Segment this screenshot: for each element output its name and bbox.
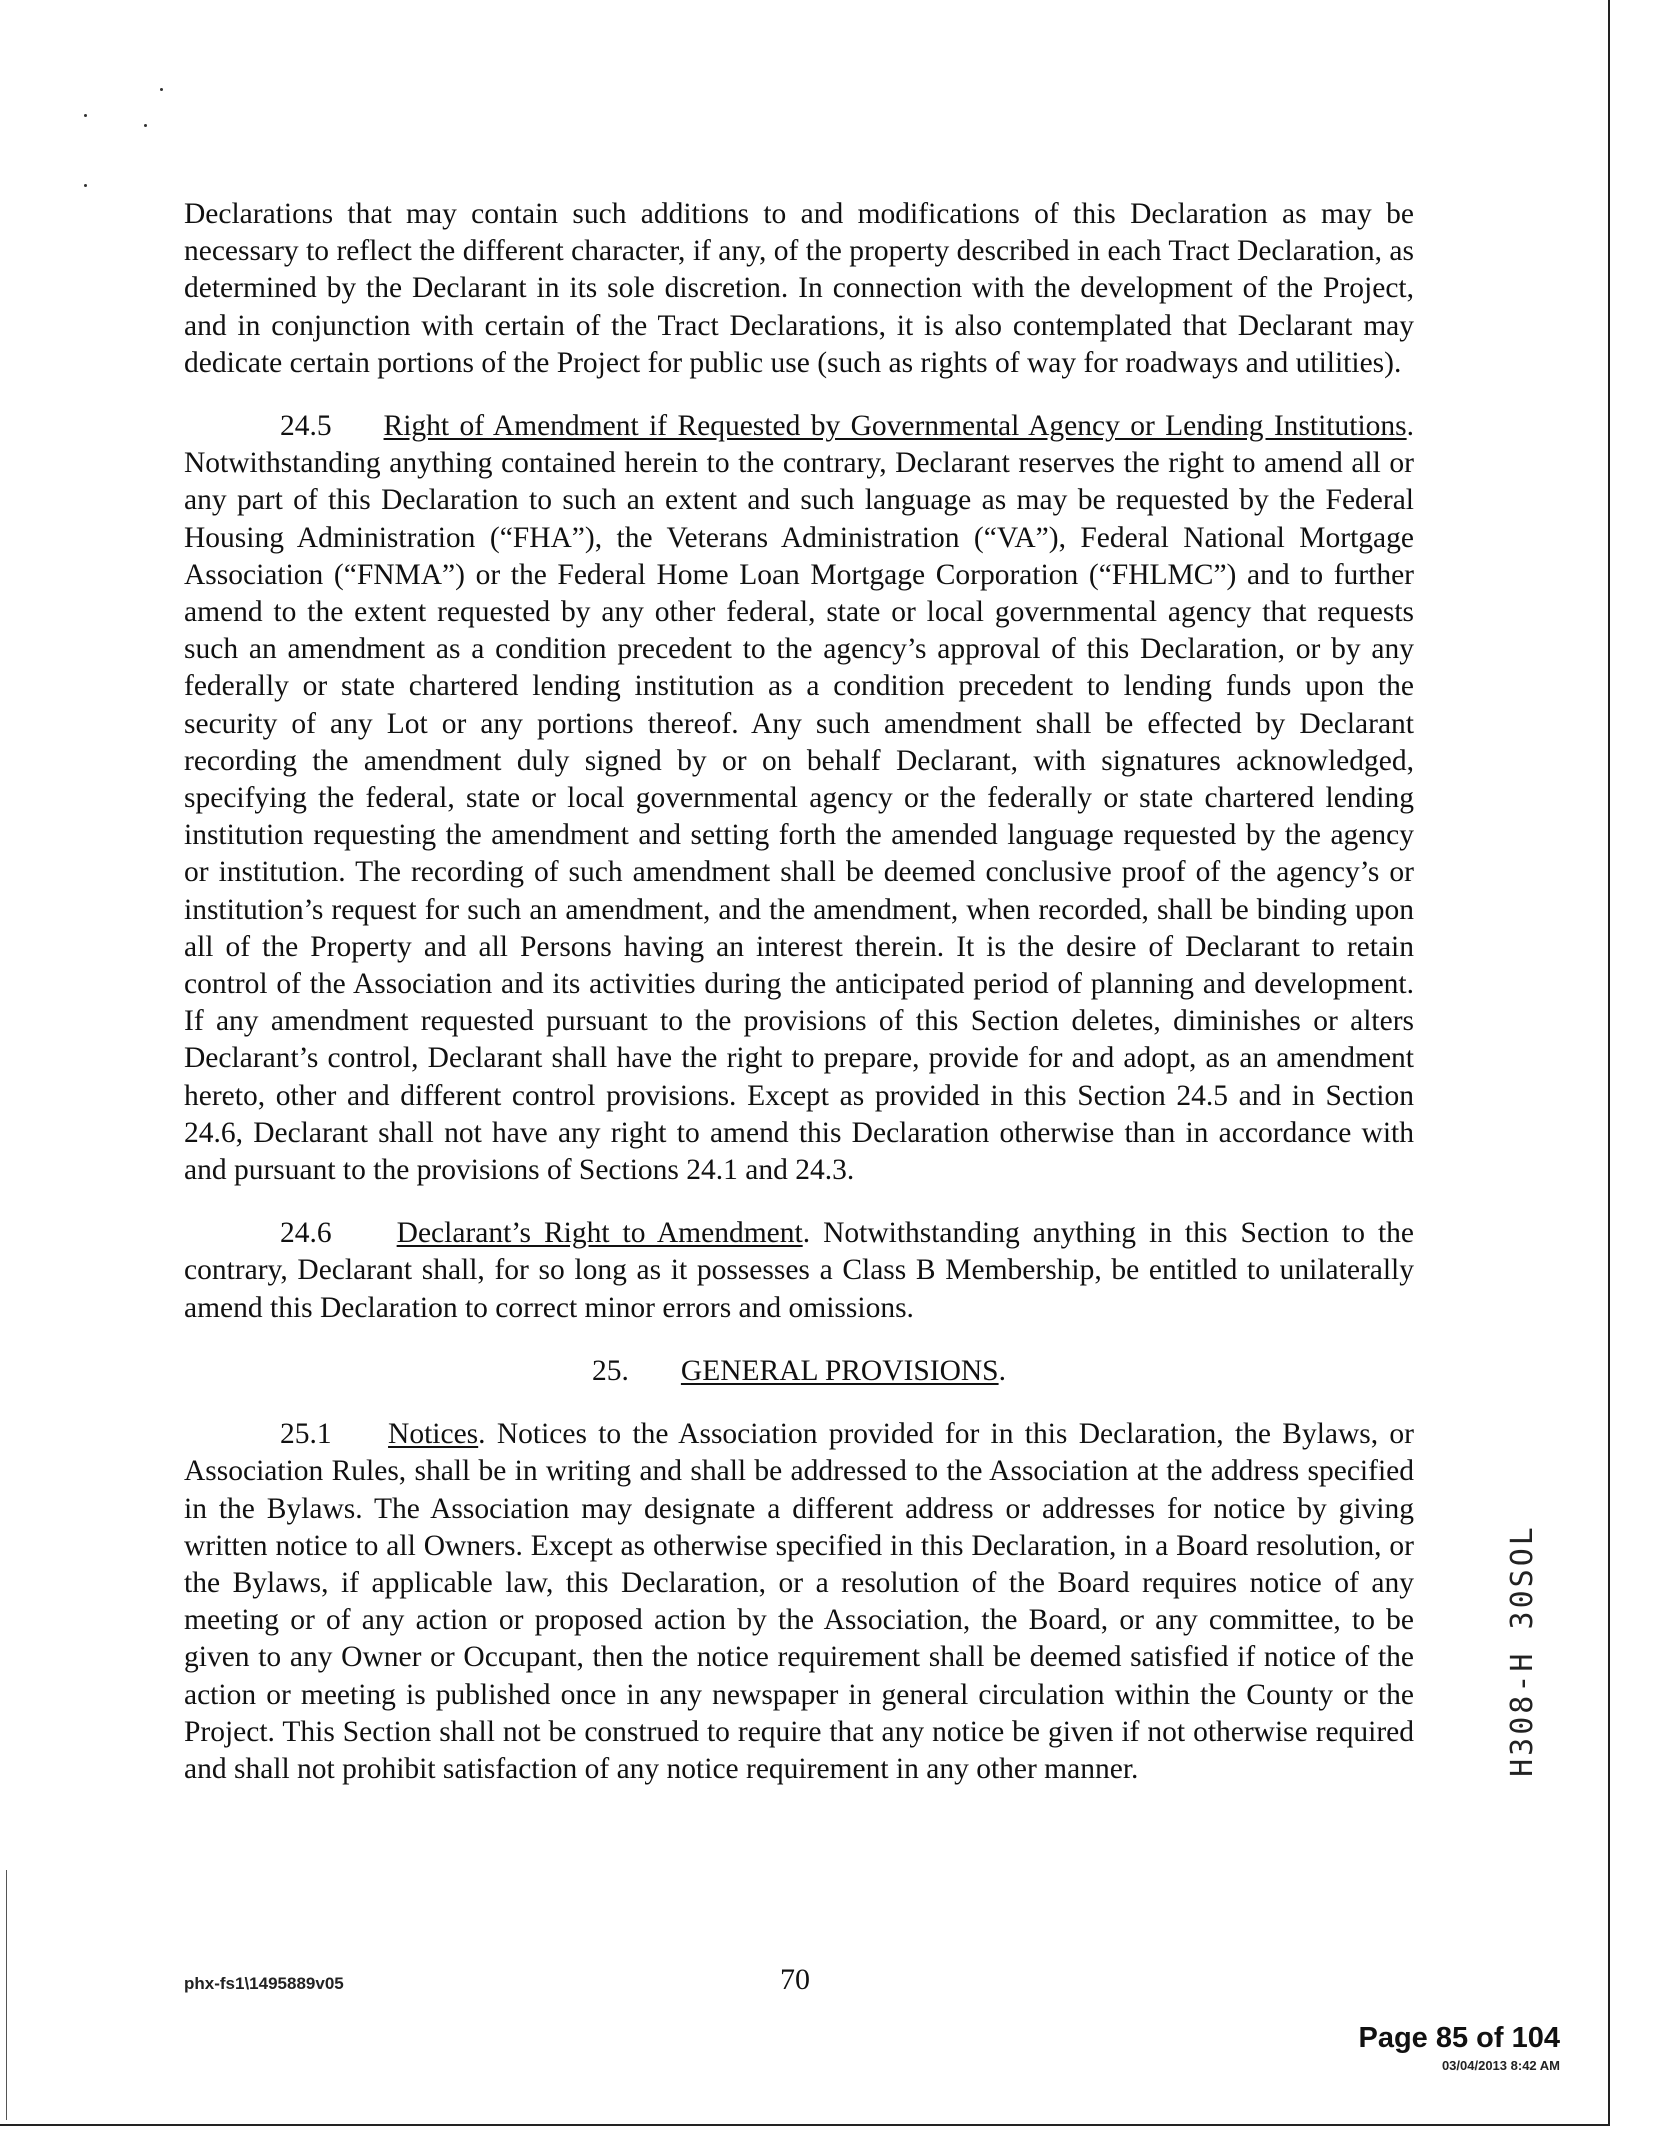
heading-25-title: GENERAL PROVISIONS (680, 1354, 999, 1387)
scan-speck (84, 114, 87, 117)
heading-25-suffix: . (998, 1354, 1006, 1387)
recording-timestamp: 03/04/2013 8:42 AM (1441, 2058, 1560, 2073)
section-25-1-text: . Notices to the Association provided for in this Declaration, the Bylaws, or Association Rules, shall be in writing and shall be addressed to the Association at the address specified in the Bylaws. The Association may designate a different address or addresses for notice by giving written notice to all Owners. Except as otherwise specified in this Declaration, in a Board resolution, or the Bylaws, if applicable law, this Declaration, or a resolution of the Board requires notice of any meeting or of any action or proposed action by the Association, the Board, or any committee, to be given to any Owner or Occupant, then the notice requirement shall be deemed satisfied if notice of the action or meeting is published once in any newspaper in general circulation within the County or the Project. This Section shall not be construed to require that any notice be given if not otherwise required and shall not prohibit satisfaction of any notice requirement in any other manner. (184, 1418, 1414, 1785)
scan-speck (160, 88, 163, 91)
section-25-1-number: 25.1 (280, 1418, 332, 1451)
section-24-5-text: . Notwithstanding anything contained herein to the contrary, Declarant reserves the right to amend all or any part of this Declaration to such an extent and such language as may be requested by the Federal Housing Administration (“FHA”), the Veterans Administration (“VA”), Federal National Mortgage Association (“FNMA”) or the Federal Home Loan Mortgage Corporation (“FHLMC”) and to further amend to the extent requested by any other federal, state or local governmental agency that requests such an amendment as a condition precedent to the agency’s approval of this Declaration, or by any federally or state chartered lending institution as a condition precedent to lending funds upon the security of any Lot or any portions thereof. Any such amendment shall be effected by Declarant recording the amendment duly signed by or on behalf Declarant, with signatures acknowledged, specifying the federal, state or local governmental agency or the federally or state chartered lending institution requesting the amendment and setting forth the amended language requested by the agency or institution. The recording of such amendment shall be deemed conclusive proof of the agency’s or institution’s request for such an amendment, and the amendment, when recorded, shall be binding upon all of the Property and all Persons having an interest therein. It is the desire of Declarant to retain control of the Association and its activities during the anticipated period of planning and development. If any amendment requested pursuant to the provisions of this Section deletes, diminishes or alters Declarant’s control, Declarant shall have the right to prepare, provide for and adopt, as an amendment hereto, other and different control provisions. Except as provided in this Section 24.5 and in Section 24.6, Declarant shall not have any right to amend this Declaration otherwise than in accordance with and pursuant to the provisions of Sections 24.1 and 24.3. (184, 410, 1414, 1187)
footer-document-code: phx-fs1\1495889v05 (184, 1974, 344, 1993)
section-25-1-title: Notices (388, 1418, 479, 1451)
page-border-left-tick (6, 1870, 7, 2120)
margin-stamp-text: H308-H 30SOL (1504, 1523, 1540, 1777)
section-24-6 (184, 1215, 1414, 1327)
section-24-6-text: . Notwithstanding anything in this Section to the contrary, Declarant shall, for so long as it possesses a Class B Membership, be entitled to unilaterally amend this Declaration to correct minor errors and omissions. (184, 1217, 1415, 1324)
page-border-right (1608, 0, 1610, 2125)
section-24-5-number: 24.5 (280, 410, 332, 443)
scan-speck (84, 184, 87, 187)
intro-paragraph: Declarations that may contain such additions to and modifications of this Declaration as may be necessary to reflect the different character, if any, of the property described in each Tract Declaration, as determined by the Declarant in its sole discretion. In connection with the development of the Project, and in conjunction with certain of the Tract Declarations, it is also contemplated that Declarant may dedicate certain portions of the Project for public use (such as rights of way for roadways and utilities). (184, 198, 1414, 379)
margin-recording-stamp (1498, 1520, 1546, 1780)
section-24-5-title: Right of Amendment if Requested by Governmental Agency or Lending Institutions (383, 410, 1407, 443)
section-24-6-number: 24.6 (280, 1217, 332, 1250)
page-count-label: Page 85 of 104 (1358, 2022, 1560, 2054)
page-border-bottom (0, 2124, 1610, 2126)
footer-page-number: 70 (780, 1963, 810, 1996)
document-body (184, 196, 1414, 1814)
section-24-6-title: Declarant’s Right to Amendment (396, 1217, 803, 1250)
section-25-1 (184, 1416, 1414, 1788)
heading-25 (184, 1353, 1414, 1390)
section-24-5 (184, 408, 1414, 1189)
heading-25-number: 25. (592, 1354, 629, 1387)
scan-speck (144, 124, 147, 127)
